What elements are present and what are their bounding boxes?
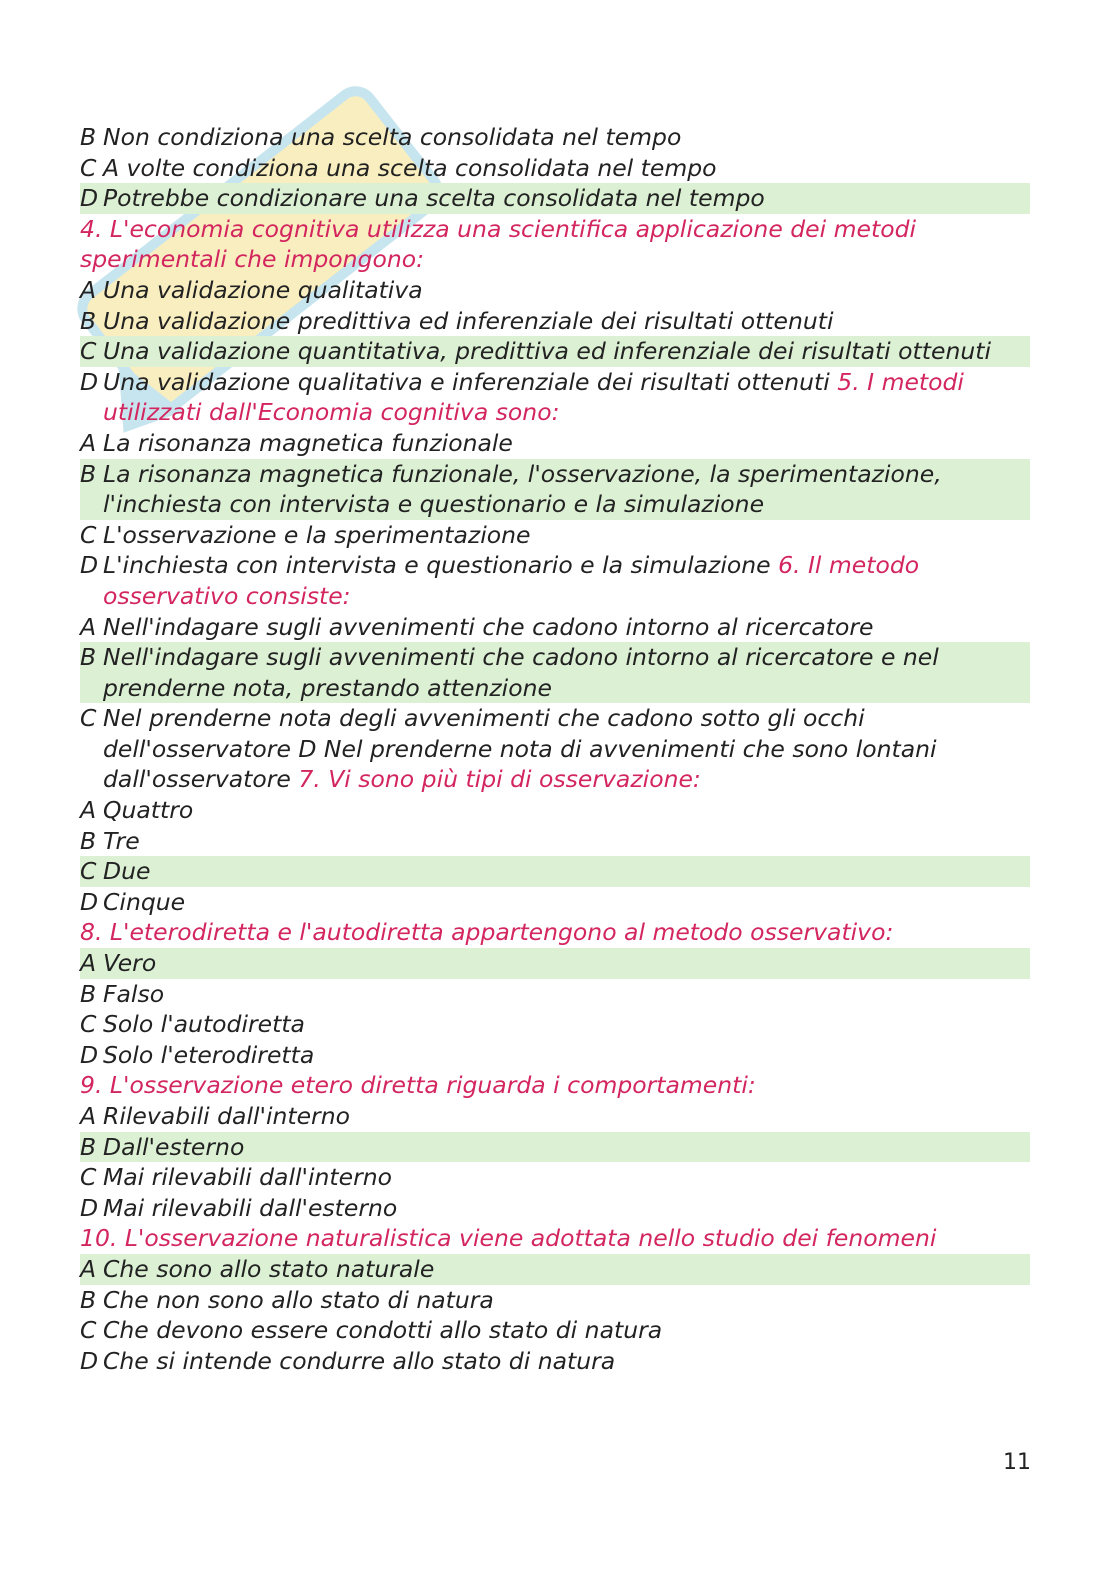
answer-option bbox=[80, 183, 1030, 214]
option-letter: B bbox=[80, 979, 97, 1008]
option-letter: A bbox=[80, 1254, 97, 1283]
option-text: Solo l'eterodiretta bbox=[103, 1040, 315, 1069]
option-text: Nell'indagare sugli avvenimenti che cadono intorno al ricercatore e nel prenderne nota, prestando attenzione bbox=[103, 643, 939, 702]
option-text: Tre bbox=[103, 826, 140, 855]
option-text: Una validazione predittiva ed inferenziale dei risultati ottenuti bbox=[103, 306, 834, 335]
option-letter: A bbox=[80, 275, 97, 304]
option-text: Una validazione qualitativa bbox=[103, 275, 423, 304]
question-text: 7. Vi sono più tipi di osservazione: bbox=[298, 765, 701, 794]
option-letter: C bbox=[80, 857, 97, 886]
answer-option bbox=[80, 1101, 1030, 1132]
answer-option bbox=[80, 1254, 1030, 1285]
option-text: A volte condiziona una scelta consolidata nel tempo bbox=[103, 153, 717, 182]
question-text: 10. L'osservazione naturalistica viene adottata nello studio dei fenomeni bbox=[80, 1224, 937, 1253]
answer-option bbox=[80, 1132, 1030, 1163]
option-letter: D bbox=[80, 184, 99, 213]
option-text: Che non sono allo stato di natura bbox=[103, 1285, 494, 1314]
option-letter: A bbox=[80, 796, 97, 825]
option-letter: A bbox=[80, 612, 97, 641]
option-text: Una validazione quantitativa, predittiva ed inferenziale dei risultati ottenuti bbox=[103, 337, 991, 366]
answer-option bbox=[80, 979, 1030, 1010]
answer-option bbox=[80, 1009, 1030, 1040]
option-letter: D bbox=[80, 1346, 99, 1375]
option-letter: C bbox=[80, 1163, 97, 1192]
option-letter: A bbox=[80, 428, 97, 457]
question-text: 6. Il metodo osservativo consiste: bbox=[103, 551, 920, 610]
question-text: 8. L'eterodiretta e l'autodiretta appartengono al metodo osservativo: bbox=[80, 918, 894, 947]
option-text: Falso bbox=[103, 979, 165, 1008]
option-letter: B bbox=[80, 643, 97, 672]
answer-option bbox=[80, 642, 1030, 703]
option-text: Che sono allo stato naturale bbox=[103, 1254, 435, 1283]
option-letter: B bbox=[80, 1285, 97, 1314]
question-line bbox=[80, 917, 1030, 948]
option-letter: B bbox=[80, 123, 97, 151]
option-text: Che si intende condurre allo stato di natura bbox=[103, 1346, 616, 1375]
option-letter: C bbox=[80, 337, 97, 366]
answer-option bbox=[80, 948, 1030, 979]
answer-option bbox=[80, 795, 1030, 826]
answer-option bbox=[80, 826, 1030, 857]
quiz-content bbox=[80, 122, 1030, 1376]
answer-option bbox=[80, 275, 1030, 306]
option-text: Non condiziona una scelta consolidata nel tempo bbox=[103, 123, 682, 151]
option-text: Nel prenderne nota degli avvenimenti che cadono sotto gli occhi dell'osservatore D Nel prenderne nota di avvenimenti che sono lontani dall'osservatore bbox=[103, 704, 937, 794]
answer-option bbox=[80, 887, 1030, 918]
answer-option bbox=[80, 1315, 1030, 1346]
answer-option bbox=[80, 856, 1030, 887]
option-letter: C bbox=[80, 520, 97, 549]
option-letter: D bbox=[80, 1193, 99, 1222]
question-text: 9. L'osservazione etero diretta riguarda i comportamenti: bbox=[80, 1071, 756, 1100]
option-letter: A bbox=[80, 949, 97, 978]
question-text: 4. L'economia cognitiva utilizza una scientifica applicazione dei metodi sperimentali che impongono: bbox=[80, 214, 917, 274]
option-text: Vero bbox=[103, 949, 157, 978]
option-text: Nell'indagare sugli avvenimenti che cadono intorno al ricercatore bbox=[103, 612, 874, 641]
option-text: Mai rilevabili dall'interno bbox=[103, 1163, 392, 1192]
option-text: Rilevabili dall'interno bbox=[103, 1102, 350, 1130]
answer-option bbox=[80, 520, 1030, 551]
option-text: Che devono essere condotti allo stato di natura bbox=[103, 1316, 663, 1345]
answer-option bbox=[80, 612, 1030, 643]
answer-option bbox=[80, 367, 1030, 428]
answer-option bbox=[80, 336, 1030, 367]
option-letter: B bbox=[80, 1132, 97, 1161]
page-number: 11 bbox=[1003, 1450, 1031, 1475]
option-text: Solo l'autodiretta bbox=[103, 1010, 305, 1039]
option-text: Quattro bbox=[103, 796, 194, 825]
option-letter: D bbox=[80, 887, 99, 916]
answer-option bbox=[80, 1346, 1030, 1377]
option-text: Cinque bbox=[103, 887, 186, 916]
answer-option bbox=[80, 1193, 1030, 1224]
answer-option bbox=[80, 1040, 1030, 1071]
option-letter: B bbox=[80, 826, 97, 855]
option-text: Due bbox=[103, 857, 151, 886]
option-letter: C bbox=[80, 1010, 97, 1039]
option-text: Una validazione qualitativa e inferenziale dei risultati ottenuti bbox=[103, 367, 830, 396]
option-text: Dall'esterno bbox=[103, 1132, 245, 1161]
question-line bbox=[80, 214, 1030, 275]
option-letter: C bbox=[80, 153, 97, 182]
option-letter: A bbox=[80, 1102, 97, 1130]
answer-option bbox=[80, 306, 1030, 337]
answer-option bbox=[80, 703, 1030, 795]
option-letter: D bbox=[80, 551, 99, 580]
answer-option bbox=[80, 459, 1030, 520]
option-text: Potrebbe condizionare una scelta consolidata nel tempo bbox=[103, 184, 765, 213]
question-line bbox=[80, 1223, 1030, 1254]
answer-option bbox=[80, 153, 1030, 184]
answer-option bbox=[80, 1285, 1030, 1316]
option-letter: B bbox=[80, 306, 97, 335]
option-text: L'inchiesta con intervista e questionario e la simulazione bbox=[103, 551, 771, 580]
option-letter: C bbox=[80, 1316, 97, 1345]
answer-option bbox=[80, 428, 1030, 459]
option-text: L'osservazione e la sperimentazione bbox=[103, 520, 531, 549]
option-letter: B bbox=[80, 459, 97, 488]
option-letter: D bbox=[80, 367, 99, 396]
option-text: La risonanza magnetica funzionale bbox=[103, 428, 513, 457]
option-text: Mai rilevabili dall'esterno bbox=[103, 1193, 398, 1222]
answer-option bbox=[80, 122, 1030, 153]
option-text: La risonanza magnetica funzionale, l'osservazione, la sperimentazione, l'inchiesta con intervista e questionario e la simulazione bbox=[103, 459, 942, 519]
question-line bbox=[80, 1070, 1030, 1101]
option-letter: C bbox=[80, 704, 97, 733]
answer-option bbox=[80, 550, 1030, 611]
question-text: 5. I metodi utilizzati dall'Economia cognitiva sono: bbox=[103, 367, 964, 427]
option-letter: D bbox=[80, 1040, 99, 1069]
answer-option bbox=[80, 1162, 1030, 1193]
